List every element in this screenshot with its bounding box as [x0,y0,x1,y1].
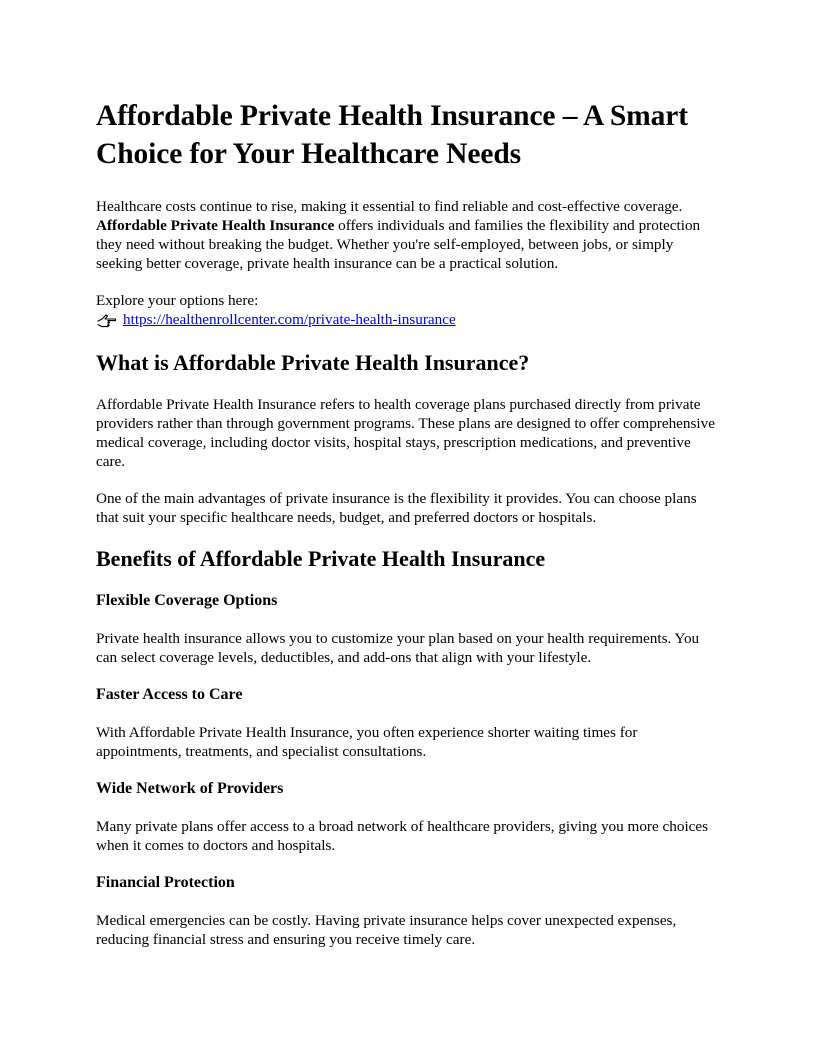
insurance-link[interactable]: https://healthenrollcenter.com/private-health-insurance [123,311,456,328]
benefit-title: Faster Access to Care [96,686,243,703]
benefit-title: Flexible Coverage Options [96,592,278,609]
page-title: Affordable Private Health Insurance – A Smart Choice for Your Healthcare Needs [96,100,688,170]
benefit-title: Financial Protection [96,874,235,891]
benefit-text: Private health insurance allows you to customize your plan based on your health requirements. You can select coverage levels, deductibles, and add-ons that align with your lifestyle. [96,630,700,666]
benefit-title: Wide Network of Providers [96,780,284,797]
section-heading-benefits: Benefits of Affordable Private Health Insurance [96,546,546,571]
what-is-paragraph-2: One of the main advantages of private insurance is the flexibility it provides. You can choose plans that suit your specific healthcare needs, budget, and preferred doctors or hospitals. [96,490,697,526]
benefit-text: Medical emergencies can be costly. Having private insurance helps cover unexpected expenses, reducing financial stress and ensuring you receive timely care. [96,912,677,948]
intro-bold-term: Affordable Private Health Insurance [96,217,335,234]
section-heading-what-is: What is Affordable Private Health Insurance? [96,350,530,375]
pointing-hand-icon [97,312,117,328]
what-is-paragraph-1: Affordable Private Health Insurance refers to health coverage plans purchased directly from private providers rather than through government programs. These plans are designed to offer comprehensive medical coverage, including doctor visits, hospital stays, prescription medications, and preventive care. [96,396,715,470]
link-line [96,310,720,329]
benefit-text: With Affordable Private Health Insurance, you often experience shorter waiting times for appointments, treatments, and specialist consultations. [96,724,638,760]
intro-paragraph [96,197,720,273]
intro-text-part2: offers individuals and families the flexibility and protection they need without breaking the budget. Whether you're self-employed, between jobs, or simply seeking better coverage, private health insurance can be a practical solution. [96,217,701,272]
explore-label: Explore your options here: [96,292,259,309]
intro-text-part1: Healthcare costs continue to rise, making it essential to find reliable and cost-effective coverage. [96,198,683,215]
benefit-text: Many private plans offer access to a broad network of healthcare providers, giving you more choices when it comes to doctors and hospitals. [96,818,709,854]
